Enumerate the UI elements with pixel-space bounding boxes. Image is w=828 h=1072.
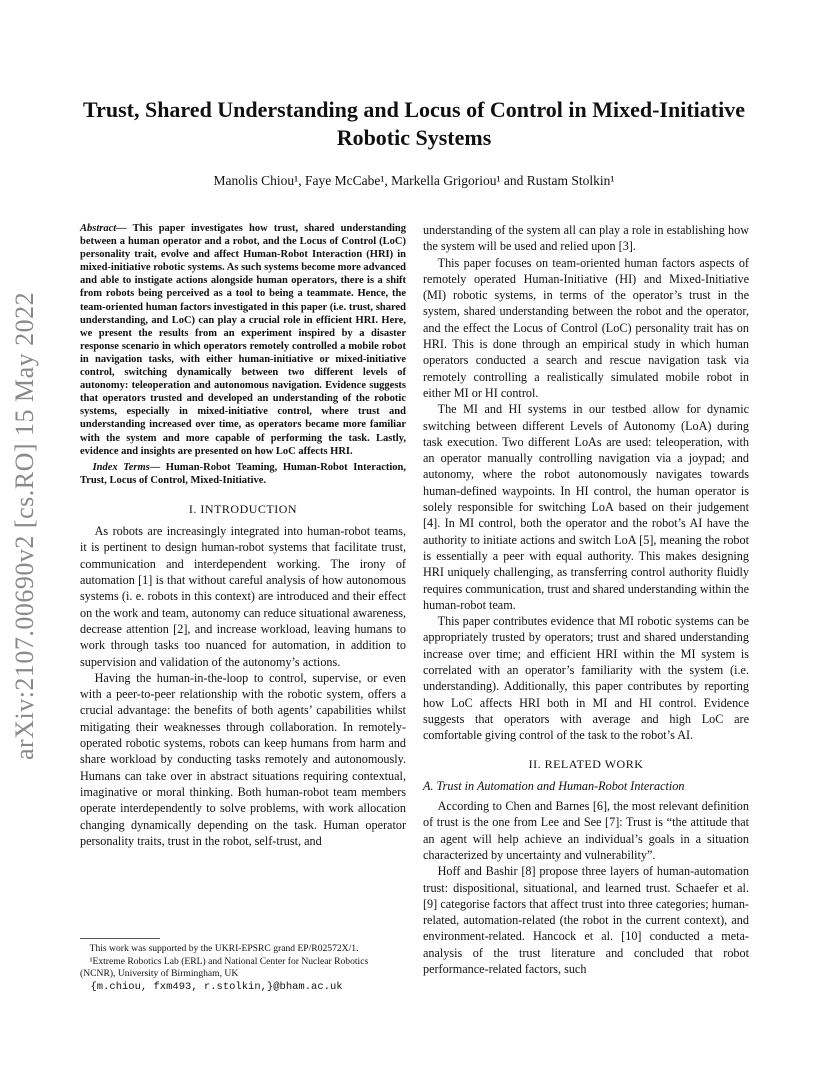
index-terms xyxy=(80,461,406,487)
section-heading-related-work: II. RELATED WORK xyxy=(528,756,644,771)
related-paragraph: According to Chen and Barnes [6], the most relevant definition of trust is the one from Lee and See [7]: Trust is “the attitude that an agent will help achieve an individual’s goals in a situation characterized by uncertainty and vulnerability”. xyxy=(423,799,749,862)
author-list: Manolis Chiou¹, Faye McCabe¹, Markella Grigoriou¹ and Rustam Stolkin¹ xyxy=(213,173,615,188)
index-terms-lead: Index Terms— xyxy=(92,461,161,473)
abstract-body: This paper investigates how trust, shared understanding between a human operator and a robot, and the Locus of Control (LoC) personality trait, evolve and affect Human-Robot Interaction (HRI) in mixed-initiative robotic systems. As such systems become more advanced and able to instigate actions alongside human operators, there is a shift from robots being perceived as a tool to being a teammate. Hence, the team-oriented human factors investigated in this paper (i.e. trust, shared understanding, and LoC) can play a crucial role in efficient HRI. Here, we present the results from an experiment inspired by a disaster response scenario in which operators remotely controlled a mobile robot in navigation tasks, with either human-initiative or mixed-initiative control, switching dynamically between two different levels of autonomy: teleoperation and autonomous navigation. Evidence suggests that operators trusted and developed an understanding of the robotic systems, especially in mixed-initiative control, where trust and understanding increased over time, as operators became more familiar with the system and more capable of performing the task. Lastly, evidence and insights are presented on how LoC affects HRI. xyxy=(80,223,406,457)
subsection-heading-trust: A. Trust in Automation and Human-Robot Interaction xyxy=(423,778,685,793)
intro-paragraph: The MI and HI systems in our testbed allow for dynamic switching between different Levels of Autonomy (LoA) during task execution. Two different LoAs are used: teleoperation, with an operator manually controlling navigation via a joypad; and autonomy, where the robot autonomously navigates towards human-defined waypoints. In HI control, the human operator is solely responsible for switching LoA based on their judgement [4]. In MI control, both the operator and the robot’s AI have the authority to initiate actions and switch LoA [5], meaning the robot is essentially a peer with equal authority. This makes designing HRI uniquely challenging, as transferring control authority fluidly requires communication, trust and shared understanding within the human-robot team. xyxy=(423,402,749,612)
footnotes xyxy=(80,943,406,993)
intro-paragraph: This paper focuses on team-oriented human factors aspects of remotely operated Human-Initiative (HI) and Mixed-Initiative (MI) robotic systems, in terms of the operator’s trust in the system, shared understanding between the robot and the operator, and the effect the Locus of Control (LoC) personality trait has on HRI. This is done through an empirical study in which human operators conducted a search and rescue navigation task via remotely controlling a realistically simulated mobile robot in either MI or HI control. xyxy=(423,255,749,400)
intro-paragraph-continued: understanding of the system all can play a role in establishing how the system will be used and relied upon [3]. xyxy=(423,223,749,254)
footnote-rule xyxy=(80,938,160,939)
index-terms-body: Human-Robot Teaming, Human-Robot Interaction, Trust, Locus of Control, Mixed-Initiative. xyxy=(80,461,406,486)
affiliation-footnote: ¹Extreme Robotics Lab (ERL) and National Center for Nuclear Robotics (NCNR), University of Birmingham, UK xyxy=(80,955,369,979)
left-column xyxy=(80,222,406,849)
related-paragraph: Hoff and Bashir [8] propose three layers of human-automation trust: dispositional, situational, and learned trust. Schaefer et al. [9] categorise factors that affect trust into three categories; human-related, automation-related (the robot in the current context), and environment-related. Hancock et al. [10] conducted a meta-analysis of the trust literature and concluded that robot performance-related factors, such xyxy=(423,864,749,977)
intro-paragraph: Having the human-in-the-loop to control, supervise, or even with a peer-to-peer relationship with the robotic system, offers a crucial advantage: the benefits of both agents’ capabilities whilst mitigating their weaknesses through collaboration. In remotely-operated robotic systems, robots can keep humans from harm and share workload by conducting tasks remotely and autonomously. Humans can take over in abstract situations requiring contextual, imaginative or moral thinking. Both human-robot team members operate interdependently to solve problems, with work allocation changing dynamically depending on the task. Human operator personality traits, trust in the robot, self-trust, and xyxy=(80,670,406,848)
abstract xyxy=(80,222,406,458)
email-footnote: {m.chiou, fxm493, r.stolkin,}@bham.ac.uk xyxy=(90,980,343,993)
intro-paragraph: As robots are increasingly integrated into human-robot teams, it is pertinent to design human-robot systems that facilitate trust, communication and interdependent working. The irony of automation [1] is that without careful analysis of how autonomous systems (i. e. robots in this context) are introduced and their effect on the work and team, autonomy can reduce situational awareness, decrease attention [2], and increase workload, leaving humans to work through tasks too nuanced for automation, in addition to supervision and validation of the autonomy’s actions. xyxy=(80,524,406,669)
intro-paragraph: This paper contributes evidence that MI robotic systems can be appropriately trusted by operators; trust and shared understanding increase over time; and efficient HRI within the MI system is correlated with an operator’s familiarity with the system (i.e. understanding). Additionally, this paper contributes by reporting how LoC affects HRI both in MI and HI control. Evidence suggests that operators with average and high LoC are comfortable giving control of the task to the robot’s AI. xyxy=(423,614,749,743)
funding-footnote: This work was supported by the UKRI-EPSRC grand EP/R02572X/1. xyxy=(89,943,359,954)
right-column xyxy=(423,222,749,977)
paper-title: Trust, Shared Understanding and Locus of Control in Mixed-Initiative Robotic Systems xyxy=(83,97,745,150)
arxiv-stamp: arXiv:2107.00690v2 [cs.RO] 15 May 2022 xyxy=(10,291,39,760)
abstract-lead: Abstract— xyxy=(80,223,127,234)
section-heading-introduction: I. INTRODUCTION xyxy=(188,501,298,516)
